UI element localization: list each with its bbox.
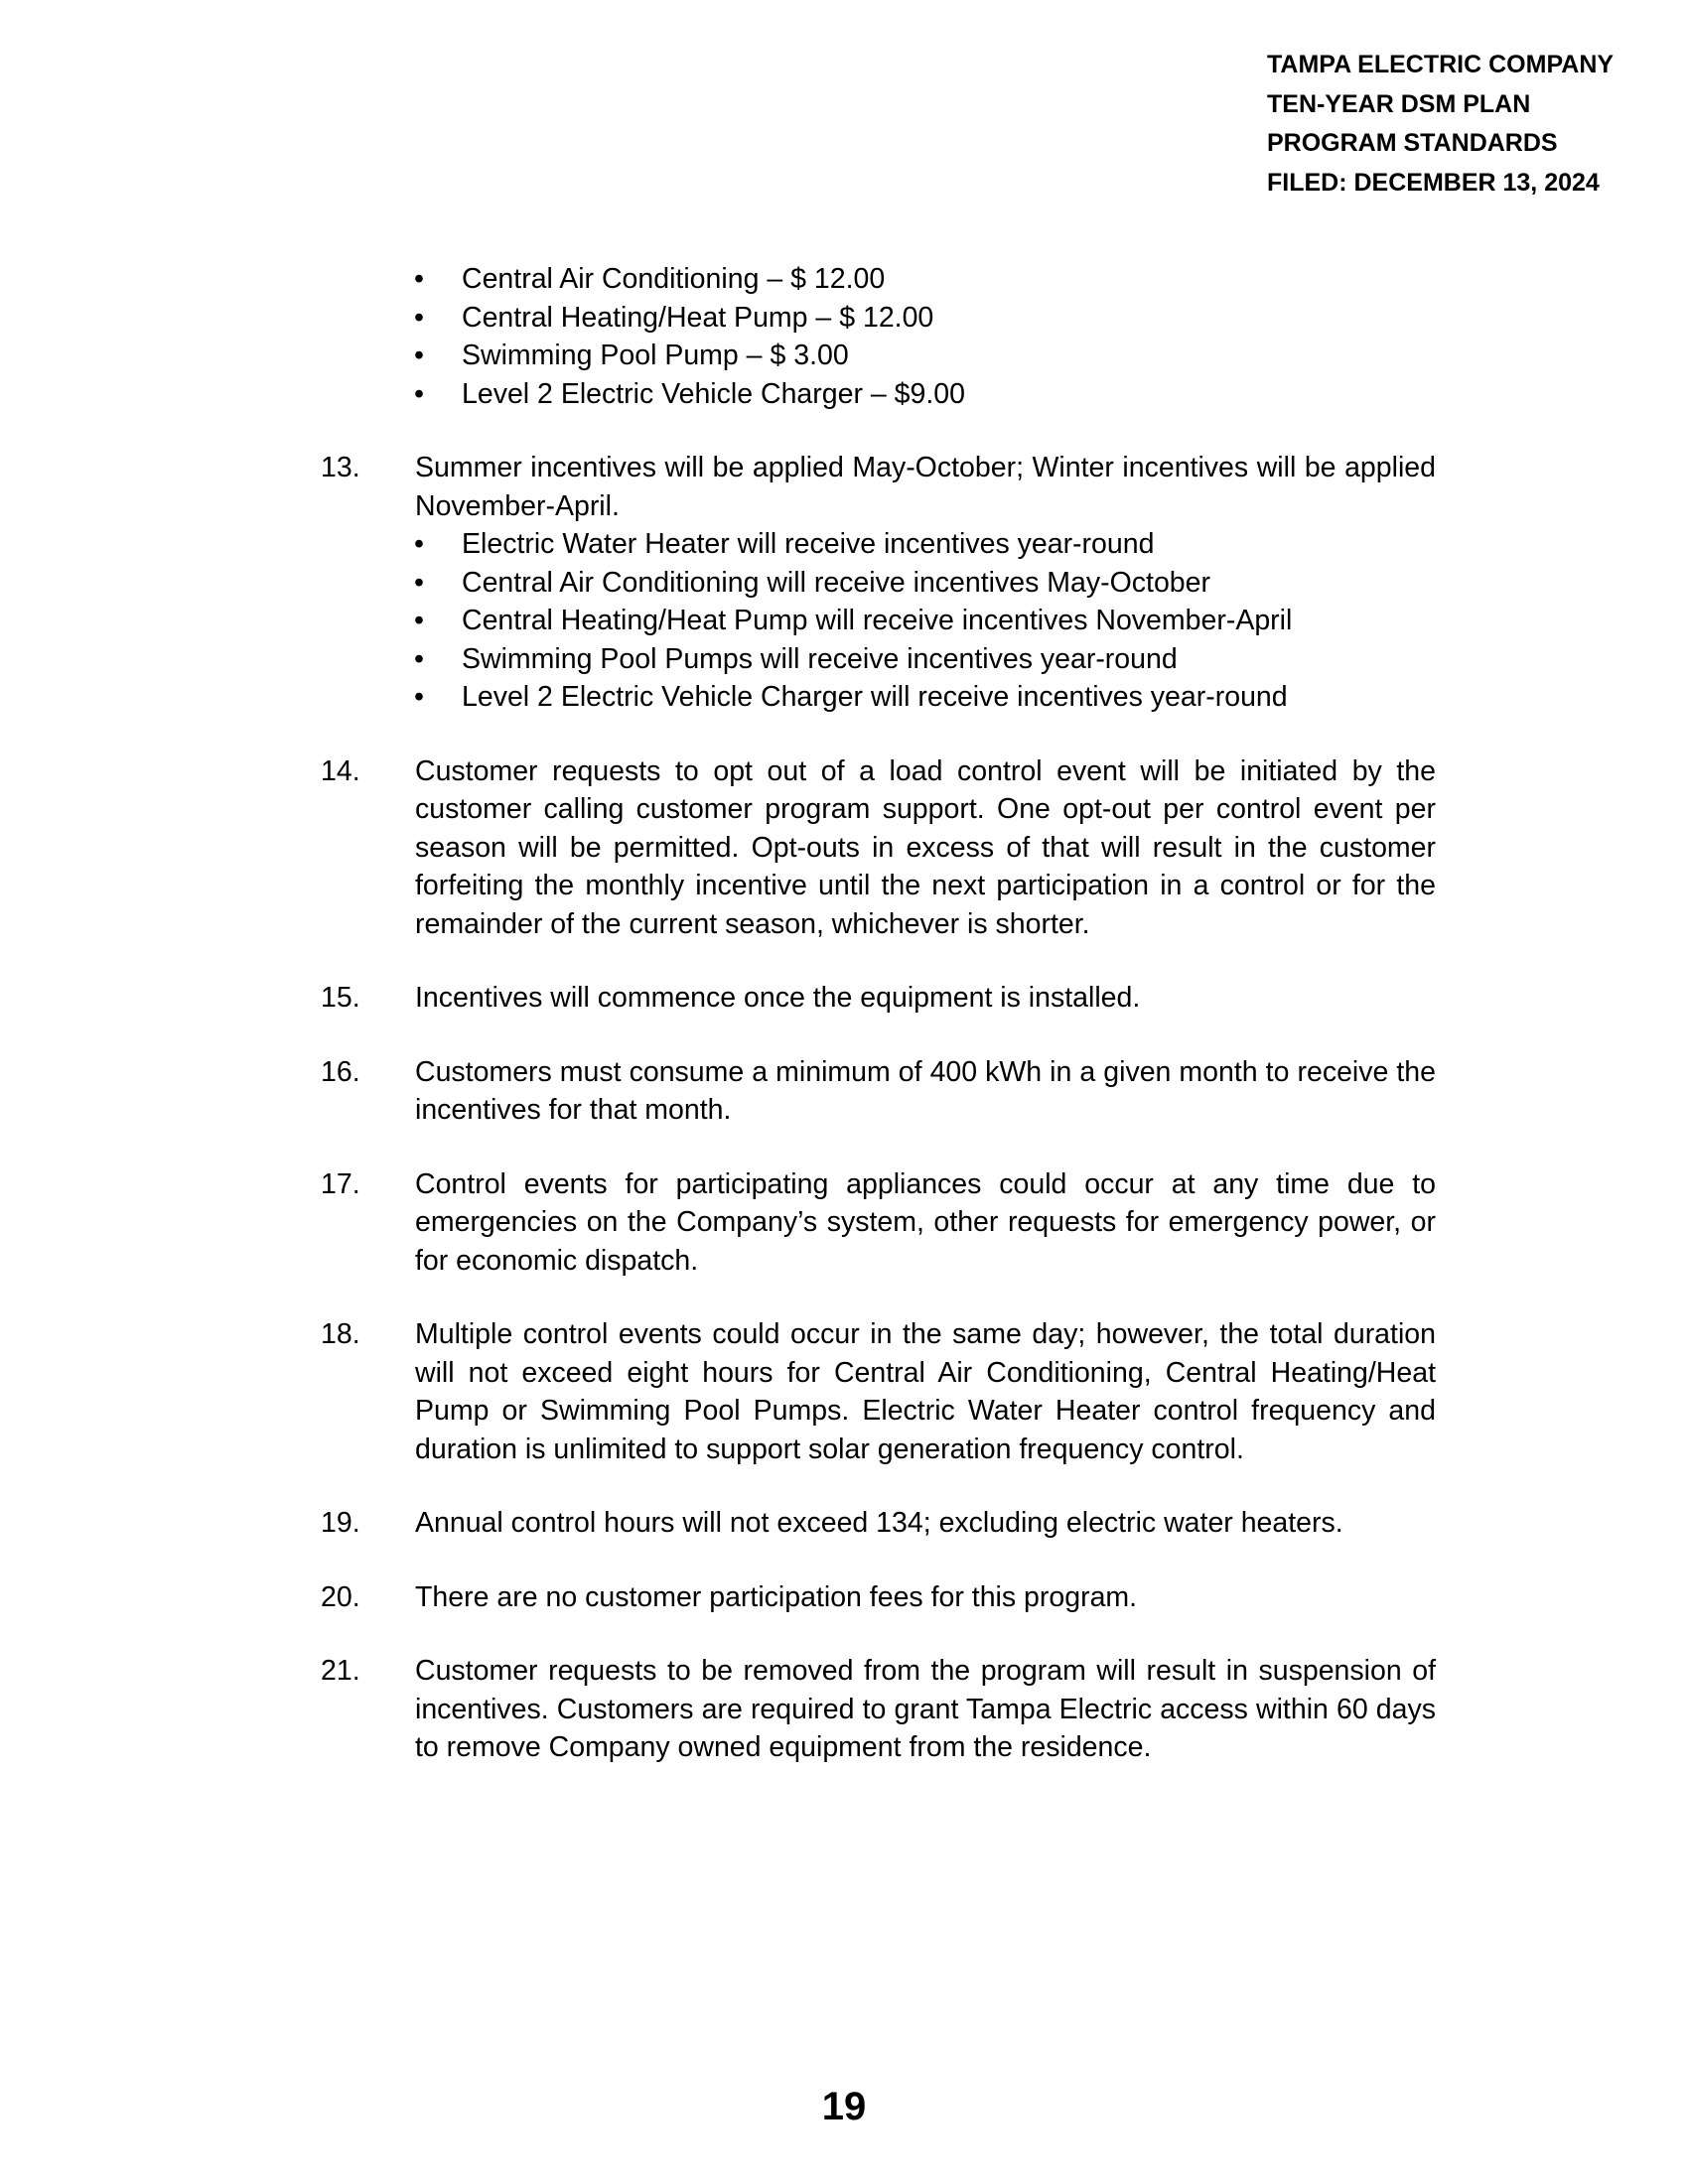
item-text: Incentives will commence once the equipment is installed. [415, 982, 1141, 1014]
numbered-item-20 [0, 1578, 1688, 1617]
item-number: 20. [321, 1580, 360, 1613]
header-plan: TEN-YEAR DSM PLAN [1267, 89, 1531, 118]
item-text: There are no customer participation fees for this program. [415, 1580, 1138, 1613]
bullet-item [0, 375, 1688, 414]
numbered-item-17 [0, 1165, 1688, 1281]
bullet-icon: • [414, 340, 424, 371]
bullet-item [0, 260, 1688, 299]
item-number: 16. [321, 1055, 360, 1088]
item-number: 21. [321, 1655, 360, 1687]
bullet-icon: • [414, 528, 424, 560]
bullet-text: Level 2 Electric Vehicle Charger will receive incentives year-round [462, 681, 1288, 713]
bullet-icon: • [414, 642, 424, 675]
bullet-text: Electric Water Heater will receive incentives year-round [462, 528, 1155, 560]
bullet-item [0, 564, 1688, 603]
item-text: Customer requests to opt out of a load control event will be initiated by the customer calling customer program support. One opt-out per control event per season will be permitted. Opt-outs in excess of that will result in the customer forfeiting the monthly incentive until the next participation in a control or for the remainder of the current season, whichever is shorter. [415, 754, 1436, 940]
bullet-text: Swimming Pool Pumps will receive incentives year-round [462, 642, 1178, 675]
item-text: Summer incentives will be applied May-October; Winter incentives will be applied November-April. [415, 452, 1436, 522]
bullet-item [0, 640, 1688, 679]
numbered-item-18 [0, 1315, 1688, 1468]
item-text: Customer requests to be removed from the program will result in suspension of incentives. Customers are required to grant Tampa Electric access within 60 days to remove Company owned equipment from the residence. [415, 1655, 1436, 1763]
bullet-item [0, 602, 1688, 640]
numbered-item-15 [0, 979, 1688, 1018]
season-bullet-list [0, 525, 1688, 717]
bullet-icon: • [414, 605, 424, 636]
item-text: Customers must consume a minimum of 400 kWh in a given month to receive the incentives for that month. [415, 1055, 1436, 1126]
item-text: Multiple control events could occur in the same day; however, the total duration will not exceed eight hours for Central Air Conditioning, Central Heating/Heat Pump or Swimming Pool Pumps. Electric Water Heater control frequency and duration is unlimited to support solar generation frequency control. [415, 1318, 1436, 1465]
bullet-icon: • [414, 566, 424, 599]
header-filed-date: FILED: DECEMBER 13, 2024 [1267, 168, 1600, 197]
bullet-item [0, 678, 1688, 717]
bullet-text: Central Heating/Heat Pump will receive incentives November-April [462, 605, 1293, 636]
document-header [1267, 46, 1614, 203]
item-number: 15. [321, 982, 360, 1014]
item-number: 13. [321, 452, 360, 483]
page-number: 19 [821, 2085, 867, 2128]
bullet-icon: • [414, 377, 424, 410]
item-number: 19. [321, 1507, 360, 1539]
numbered-item-14 [0, 752, 1688, 944]
bullet-icon: • [414, 681, 424, 713]
bullet-text: Central Air Conditioning will receive incentives May-October [462, 566, 1210, 599]
header-company: TAMPA ELECTRIC COMPANY [1267, 51, 1615, 78]
bullet-item [0, 337, 1688, 375]
bullet-text: Central Air Conditioning – $ 12.00 [462, 263, 886, 295]
item-number: 18. [321, 1318, 360, 1350]
numbered-item-19 [0, 1504, 1688, 1543]
header-section: PROGRAM STANDARDS [1267, 129, 1558, 157]
numbered-item-16 [0, 1053, 1688, 1130]
item-text: Annual control hours will not exceed 134; excluding electric water heaters. [415, 1507, 1343, 1539]
item-number: 17. [321, 1167, 360, 1200]
bullet-item [0, 299, 1688, 338]
bullet-text: Level 2 Electric Vehicle Charger – $9.00 [462, 377, 965, 410]
bullet-icon: • [414, 263, 424, 295]
document-body [0, 260, 1688, 1767]
bullet-text: Central Heating/Heat Pump – $ 12.00 [462, 301, 934, 334]
intro-bullet-list [0, 260, 1688, 413]
bullet-text: Swimming Pool Pump – $ 3.00 [462, 340, 849, 371]
bullet-item [0, 525, 1688, 564]
numbered-item-13 [0, 449, 1688, 717]
numbered-item-21 [0, 1652, 1688, 1767]
item-text: Control events for participating appliances could occur at any time due to emergencies on the Company’s system, other requests for emergency power, or for economic dispatch. [415, 1167, 1436, 1277]
bullet-icon: • [414, 301, 424, 334]
item-number: 14. [321, 754, 360, 787]
